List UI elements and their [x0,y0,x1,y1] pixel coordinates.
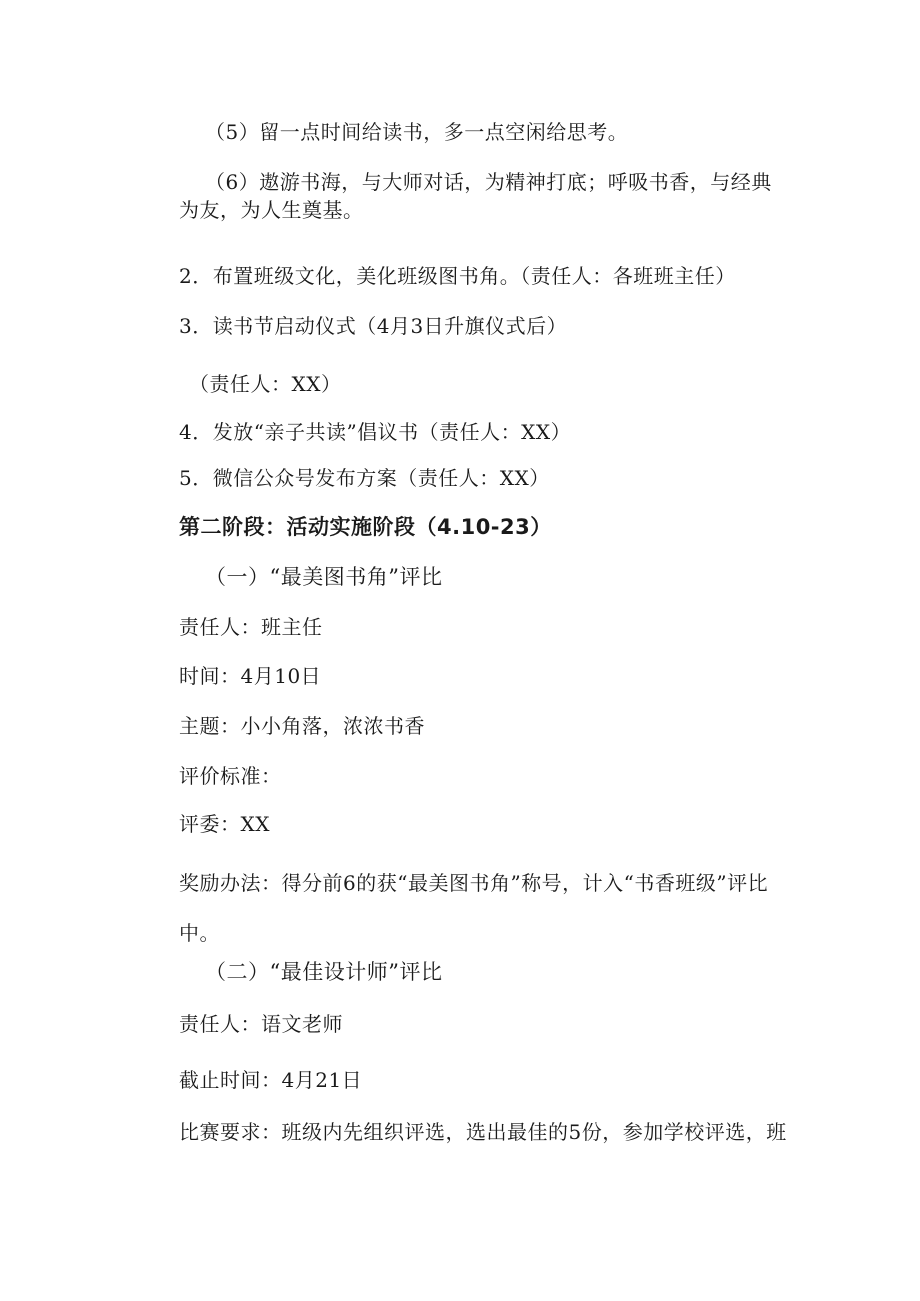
paragraph-item-5: （5）留一点时间给读书，多一点空闲给思考。 [205,120,629,144]
section-one-heading: （一）“最美图书角”评比 [205,565,443,589]
paragraph-step-3: 3．读书节启动仪式（4月3日升旗仪式后） [179,314,568,338]
paragraph-step-3-owner: （责任人：XX） [189,372,342,396]
section-one-owner: 责任人：班主任 [179,615,323,639]
paragraph-step-5: 5．微信公众号发布方案（责任人：XX） [179,466,550,490]
paragraph-step-2: 2．布置班级文化，美化班级图书角。（责任人：各班班主任） [179,264,736,288]
section-two-heading: （二）“最佳设计师”评比 [205,960,443,984]
section-two-owner: 责任人：语文老师 [179,1012,343,1036]
stage-two-heading: 第二阶段：活动实施阶段（4.10-23） [179,515,552,539]
section-two-requirements: 比赛要求：班级内先组织评选，选出最佳的5份，参加学校评选，班 [179,1120,787,1144]
paragraph-step-4: 4．发放“亲子共读”倡议书（责任人：XX） [179,420,572,444]
section-two-deadline: 截止时间：4月21日 [179,1068,363,1092]
section-one-criteria: 评价标准： [179,764,282,788]
section-one-judges: 评委：XX [179,812,270,836]
paragraph-item-6: （6）遨游书海，与大师对话，为精神打底；呼吸书香，与经典为友，为人生奠基。 [179,170,772,222]
section-one-theme: 主题：小小角落，浓浓书香 [179,714,425,738]
section-one-time: 时间：4月10日 [179,664,322,688]
section-one-rewards: 奖励办法：得分前6的获“最美图书角”称号，计入“书香班级”评比中。 [179,871,769,945]
